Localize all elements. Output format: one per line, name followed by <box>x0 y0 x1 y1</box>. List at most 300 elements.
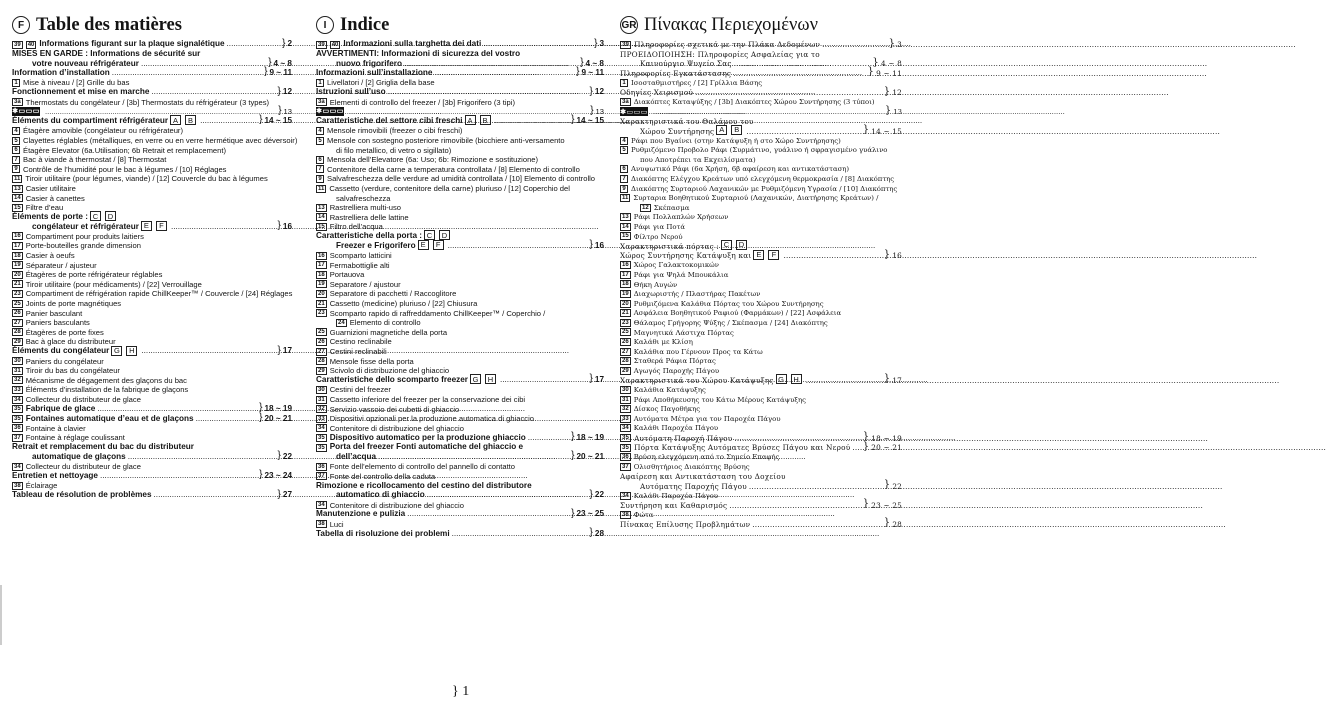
brace-mark: } <box>259 402 263 414</box>
page-ref: 2 <box>287 39 292 49</box>
toc-entry[interactable] <box>12 231 292 241</box>
entry-text: Collecteur du distributeur de glace <box>25 462 141 472</box>
item-number-box: 4 <box>316 127 324 135</box>
toc-entry[interactable] <box>12 442 292 452</box>
entry-text: Cestino reclinabile <box>329 337 392 347</box>
toc-entry[interactable] <box>12 250 292 260</box>
toc-entry[interactable] <box>316 519 604 529</box>
entry-text: Filtre d’eau <box>25 203 64 213</box>
toc-entry[interactable] <box>12 164 292 174</box>
dot-leader <box>733 70 865 77</box>
brace-mark: } <box>862 440 870 452</box>
item-number-box: 14 <box>622 223 629 230</box>
brace-mark: } <box>589 85 593 97</box>
entry-text: Αφαίρεση και Αντικατάσταση του Δοχείου <box>620 472 786 482</box>
toc-entry[interactable] <box>620 519 902 529</box>
dot-leader <box>783 252 881 259</box>
item-number-box: 6 <box>620 165 628 173</box>
entry-text: Rastrelliera delle lattine <box>329 212 409 222</box>
toc-entry[interactable] <box>620 154 902 164</box>
toc-entry[interactable] <box>316 260 604 270</box>
toc-entry[interactable] <box>12 375 292 385</box>
dot-leader <box>483 40 592 48</box>
brace-mark: } <box>268 56 272 68</box>
toc-entry[interactable] <box>316 116 604 126</box>
entry-text: Paniers basculants <box>25 318 90 328</box>
page-ref: 12 <box>892 88 902 98</box>
dot-leader <box>746 128 860 135</box>
toc-entry[interactable] <box>620 279 902 289</box>
item-number-box: 29 <box>14 339 21 345</box>
toc-entry[interactable] <box>316 471 604 481</box>
toc-entry[interactable] <box>316 164 604 174</box>
toc-entry[interactable] <box>620 49 902 59</box>
toc-entry[interactable] <box>620 452 902 462</box>
dot-leader <box>200 117 257 125</box>
toc-entry[interactable] <box>12 58 292 68</box>
toc-entry[interactable] <box>620 269 902 279</box>
item-number-box: 36 <box>14 425 21 432</box>
toc-entry[interactable] <box>316 106 604 116</box>
toc-entry[interactable] <box>620 240 902 250</box>
entry-text: Cassetto (verdure, contenitore della carne) pluriuso / [12] Coperchio del <box>329 183 570 193</box>
entry-text: Mise à niveau / [2] Grille du bas <box>23 78 130 88</box>
dot-leader <box>752 521 882 528</box>
toc-entry[interactable] <box>316 135 604 145</box>
toc-column-italian <box>316 14 604 669</box>
item-number-box: 3a <box>14 99 21 106</box>
entry-text: Δίσκος Παγοθήκης <box>633 405 701 414</box>
item-number-box: 40 <box>27 41 35 48</box>
item-number-box: 27 <box>318 348 325 355</box>
toc-entry[interactable] <box>12 125 292 135</box>
toc-entry[interactable] <box>316 39 604 49</box>
toc-entry[interactable] <box>12 145 292 155</box>
toc-entry[interactable] <box>316 97 604 107</box>
figure-letter-box: C <box>90 211 101 221</box>
toc-entry[interactable] <box>316 500 604 510</box>
toc-entry[interactable] <box>12 461 292 471</box>
toc-entry[interactable] <box>12 260 292 270</box>
toc-column-greek <box>620 14 902 669</box>
toc-entry[interactable] <box>12 269 292 279</box>
toc-entry[interactable] <box>620 480 902 490</box>
toc-entry[interactable] <box>316 87 604 97</box>
dot-leader <box>653 109 883 116</box>
toc-entry[interactable] <box>316 308 604 318</box>
toc-entry[interactable] <box>316 125 604 135</box>
toc-entry[interactable] <box>620 135 902 145</box>
toc-entry[interactable] <box>316 432 604 442</box>
snowflake-icon: ✱▭▭▭ <box>316 107 344 115</box>
page-ref: 12 <box>594 87 604 97</box>
toc-entry[interactable] <box>620 327 902 337</box>
page-ref: 23 ~ 25 <box>576 509 604 519</box>
entry-text: Compartiment de réfrigération rapide ChillKeeper™ / Couvercle / [24] Réglages <box>25 289 293 299</box>
toc-entry[interactable] <box>316 68 604 78</box>
toc-entry[interactable] <box>12 221 292 231</box>
toc-entry[interactable] <box>316 490 604 500</box>
toc-entry[interactable] <box>620 442 902 452</box>
item-number-box: 23 <box>622 319 629 326</box>
toc-entry[interactable] <box>316 480 604 490</box>
figure-letter-box: B <box>185 115 196 125</box>
page-ref: 22 <box>282 451 292 461</box>
brace-mark: } <box>282 37 286 49</box>
toc-entry[interactable] <box>316 58 604 68</box>
item-number-box: 26 <box>622 339 629 345</box>
toc-entry[interactable] <box>620 490 902 500</box>
toc-entry[interactable] <box>620 375 902 385</box>
item-number-box: 15 <box>622 233 629 240</box>
item-number-box: 30 <box>14 358 21 365</box>
brace-mark: } <box>259 411 263 423</box>
brace-mark: } <box>594 37 598 49</box>
toc-entry[interactable] <box>12 154 292 164</box>
brace-mark: } <box>576 66 580 78</box>
toc-entry[interactable] <box>620 346 902 356</box>
toc-entry[interactable] <box>12 193 292 203</box>
toc-entry[interactable] <box>620 471 902 481</box>
toc-entry[interactable] <box>12 317 292 327</box>
dot-leader <box>45 108 276 116</box>
brace-mark: } <box>277 219 281 231</box>
toc-entry[interactable] <box>620 423 902 433</box>
toc-entry[interactable] <box>316 279 604 289</box>
toc-entry[interactable] <box>316 49 604 59</box>
toc-title: Indice <box>340 14 390 35</box>
entry-text: Separatore / ajustour <box>329 279 401 289</box>
entry-text: Filtro dell’acqua <box>329 222 383 232</box>
entry-text: Αγωγός Παροχής Πάγου <box>633 366 720 375</box>
entry-text: Separatore di pacchetti / Raccoglitore <box>329 289 457 299</box>
toc-entry[interactable] <box>620 97 902 107</box>
toc-entry[interactable] <box>620 202 902 212</box>
brace-mark: } <box>589 373 593 385</box>
item-number-box: 32 <box>318 406 325 413</box>
toc-entry[interactable] <box>12 336 292 346</box>
item-number-box: 20 <box>622 300 629 307</box>
toc-entry[interactable] <box>620 288 902 298</box>
toc-entry[interactable] <box>620 39 902 49</box>
toc-entry[interactable] <box>316 375 604 385</box>
toc-entry[interactable] <box>620 461 902 471</box>
entry-text: Éléments de porte : <box>12 212 88 222</box>
item-number-box: 3a <box>622 99 629 106</box>
toc-entry[interactable] <box>316 356 604 366</box>
toc-entry[interactable] <box>620 106 902 116</box>
entry-text: Ισοσταθμιστήρες / [2] Γρίλλια Βάσης <box>631 79 763 88</box>
brace-mark: } <box>589 239 593 251</box>
toc-entry[interactable] <box>12 106 292 116</box>
toc-entry[interactable] <box>12 288 292 298</box>
item-number-box: 36 <box>318 463 325 470</box>
toc-entry[interactable] <box>316 452 604 462</box>
toc-entry[interactable] <box>316 221 604 231</box>
toc-entry[interactable] <box>316 173 604 183</box>
toc-entry[interactable] <box>316 461 604 471</box>
toc-entry[interactable] <box>620 394 902 404</box>
toc-entry[interactable] <box>620 509 902 519</box>
dot-leader <box>388 88 588 96</box>
toc-entry[interactable] <box>12 298 292 308</box>
dot-leader <box>404 60 578 68</box>
figure-letter-box: A <box>716 125 727 135</box>
toc-entry[interactable] <box>620 193 902 203</box>
item-number-box: 34 <box>622 492 629 499</box>
entry-text: Βρύση ελεγχόμενη από το Σημείο Επαφής <box>633 453 780 462</box>
toc-entry[interactable] <box>12 240 292 250</box>
item-number-box: 25 <box>14 300 21 307</box>
toc-entry[interactable] <box>316 145 604 155</box>
dot-leader <box>196 415 258 423</box>
brace-mark: } <box>883 478 891 490</box>
toc-entry[interactable] <box>12 173 292 183</box>
toc-entry[interactable] <box>316 365 604 375</box>
item-number-box: 17 <box>622 271 629 278</box>
page-ref: 23 ~ 24 <box>264 471 292 481</box>
toc-entry[interactable] <box>316 202 604 212</box>
toc-entry[interactable] <box>316 336 604 346</box>
toc-entry[interactable] <box>12 356 292 366</box>
toc-entry[interactable] <box>316 212 604 222</box>
toc-entry[interactable] <box>620 365 902 375</box>
page-ref: 9 ~ 11 <box>269 68 292 78</box>
entry-text: Cassetto inferiore del freezer per la conservazione dei cibi <box>329 394 526 404</box>
item-number-box: 1 <box>12 79 20 87</box>
toc-entry[interactable] <box>620 404 902 414</box>
toc-entry[interactable] <box>12 384 292 394</box>
toc-entry[interactable] <box>12 480 292 490</box>
toc-entry[interactable] <box>316 327 604 337</box>
entry-text: Αυτόματης Παροχής Πάγου <box>640 481 747 491</box>
toc-entry[interactable] <box>620 384 902 394</box>
entry-text: automatico di ghiaccio <box>336 490 425 500</box>
figure-letter-box: D <box>439 230 450 240</box>
toc-entry[interactable] <box>12 365 292 375</box>
item-number-box: 33 <box>622 415 629 422</box>
toc-entry[interactable] <box>12 97 292 107</box>
item-number-box: 18 <box>14 252 21 259</box>
figure-letter-box: H <box>791 374 802 384</box>
toc-entry[interactable] <box>620 317 902 327</box>
toc-entry[interactable] <box>620 125 902 135</box>
entry-text: Χαρακτηριστικά πόρτας : <box>620 241 720 251</box>
toc-entry[interactable] <box>316 442 604 452</box>
toc-entry[interactable] <box>620 413 902 423</box>
entry-text: Informazioni sulla targhetta dei dati <box>343 39 482 49</box>
figure-letter-box: G <box>470 374 481 384</box>
toc-entry[interactable] <box>316 413 604 423</box>
toc-title: Πίνακας Περιεχομένων <box>644 14 818 35</box>
toc-entry[interactable] <box>620 87 902 97</box>
item-number-box: 34 <box>318 425 325 432</box>
item-number-box: 26 <box>318 339 325 345</box>
figure-letter-box: A <box>170 115 181 125</box>
toc-entry[interactable] <box>12 327 292 337</box>
entry-text: ΠΡΟΕΙΔΟΠΟΙΗΣΗ: Πληροφορίες Ασφαλείας για το <box>620 49 820 59</box>
entry-text: Étagères de porte fixes <box>25 327 104 337</box>
toc-entry[interactable] <box>316 288 604 298</box>
toc-entry[interactable] <box>12 39 292 49</box>
toc-entry[interactable] <box>12 432 292 442</box>
figure-letter-box: C <box>721 240 732 250</box>
toc-entry[interactable] <box>620 500 902 510</box>
entry-text: Fonctionnement et mise en marche <box>12 87 150 97</box>
entry-text: Étagères de porte réfrigérateur réglables <box>25 270 163 280</box>
item-number-box: 35 <box>318 444 325 451</box>
toc-entry[interactable] <box>12 413 292 423</box>
toc-entry[interactable] <box>620 173 902 183</box>
toc-column-french <box>12 14 298 669</box>
toc-entry[interactable] <box>316 423 604 433</box>
page-ref: 27 <box>282 490 292 500</box>
toc-entry[interactable] <box>12 49 292 59</box>
entry-text: Καλάθι Παροχέα Πάγου <box>633 491 719 500</box>
item-number-box: 38 <box>622 511 629 518</box>
entry-text: Χώρος Γαλακτοκομικών <box>633 261 719 270</box>
toc-entry[interactable] <box>620 183 902 193</box>
toc-entry[interactable] <box>12 308 292 318</box>
entry-text: Compartiment pour produits laitiers <box>25 231 144 241</box>
dot-leader <box>448 242 588 250</box>
toc-entry[interactable] <box>12 404 292 414</box>
entry-text: Χώρου Συντήρησης <box>640 126 715 136</box>
entry-text: Ράφι που Βγαίνει (στην Κατάψυξη ή στο Χώρο Συντήρησης) <box>631 136 841 145</box>
entry-text: Cestini reclinabili <box>329 347 387 356</box>
item-number-box: 33 <box>14 386 21 393</box>
toc-entry[interactable] <box>620 260 902 270</box>
toc-entry[interactable] <box>620 356 902 366</box>
entry-text: Servizio vassoio dei cubetti di ghiaccio <box>329 404 460 414</box>
toc-entry[interactable] <box>12 77 292 87</box>
toc-entry[interactable] <box>12 423 292 433</box>
item-number-box: 9 <box>12 165 20 173</box>
figure-letter-box: H <box>126 346 137 356</box>
toc-entry[interactable] <box>316 77 604 87</box>
toc-entry[interactable] <box>12 212 292 222</box>
page-ref: 14 ~ 15 <box>576 116 604 126</box>
toc-entry[interactable] <box>316 404 604 414</box>
entry-text: Portauova <box>329 270 365 280</box>
entry-text: Étagère amovible (congélateur ou réfrigérateur) <box>23 126 183 136</box>
page-ref: 23 ~ 25 <box>871 500 902 510</box>
item-number-box: 21 <box>14 281 21 288</box>
toc-entry[interactable] <box>316 317 604 327</box>
toc-entry[interactable] <box>12 471 292 481</box>
dot-leader <box>112 69 262 77</box>
toc-entry[interactable] <box>12 490 292 500</box>
toc-entry[interactable] <box>12 452 292 462</box>
toc-entry[interactable] <box>620 116 902 126</box>
toc-entry[interactable] <box>316 269 604 279</box>
dot-leader <box>407 510 569 518</box>
entry-text: Fonte del controllo della caduta <box>329 471 436 481</box>
toc-entry[interactable] <box>620 212 902 222</box>
dot-leader <box>822 41 886 48</box>
toc-entry[interactable] <box>620 58 902 68</box>
toc-entry[interactable] <box>620 68 902 78</box>
page-ref: 28 <box>594 528 604 538</box>
toc-entry[interactable] <box>12 202 292 212</box>
toc-entry[interactable] <box>620 298 902 308</box>
toc-entry[interactable] <box>316 384 604 394</box>
toc-entry[interactable] <box>316 154 604 164</box>
toc-entry[interactable] <box>316 250 604 260</box>
toc-entry[interactable] <box>620 231 902 241</box>
toc-entry[interactable] <box>620 336 902 346</box>
entry-text: salvafreschezza <box>336 193 391 203</box>
entry-text: Ράφι Αποθήκευσης του Κάτω Μέρους Κατάψυξης <box>633 395 807 404</box>
toc-entry[interactable] <box>316 183 604 193</box>
entry-text: Entretien et nettoyage <box>12 471 98 481</box>
entry-text: Bac à viande à thermostat / [8] Thermostat <box>23 155 167 165</box>
item-number-box: 37 <box>318 473 325 480</box>
page-ref: 20 ~ 21 <box>264 413 292 423</box>
entry-text: Ράφι Πολλαπλών Χρήσεων <box>633 213 729 222</box>
entry-text: Étagère Elevator (6a.Utilisation; 6b Retrait et remplacement) <box>23 145 227 155</box>
toc-entry[interactable] <box>12 135 298 145</box>
toc-entry[interactable] <box>12 346 292 356</box>
page-ref: 13 <box>893 107 902 116</box>
item-number-box: 38 <box>14 482 21 489</box>
brace-mark: } <box>580 56 584 68</box>
figure-letter-box: B <box>480 115 491 125</box>
toc-entry[interactable] <box>316 231 604 241</box>
entry-text: Σκέπασμα <box>653 203 690 212</box>
entry-text: Πίνακας Επίλυσης Προβλημάτων <box>620 519 751 529</box>
toc-entry[interactable] <box>316 240 604 250</box>
toc-entry[interactable] <box>316 394 604 404</box>
toc-entry[interactable] <box>12 116 292 126</box>
toc-entry[interactable] <box>620 250 902 260</box>
toc-entry[interactable] <box>12 68 292 78</box>
toc-entry[interactable] <box>316 528 604 538</box>
item-number-box: 5 <box>12 137 20 145</box>
toc-entry[interactable] <box>620 432 902 442</box>
item-number-box: 24 <box>338 319 345 326</box>
entry-text: Informations figurant sur la plaque signalétique <box>39 39 225 49</box>
brace-mark: } <box>571 450 575 462</box>
item-number-box: 31 <box>14 367 21 374</box>
entry-text: Πόρτα Κατάψυξης Αυτόματες Βρύσες Πάγου και Νερού <box>634 443 851 453</box>
entry-text: Καλάθι Παροχέα Πάγου <box>633 424 719 433</box>
toc-entry[interactable] <box>620 145 902 155</box>
toc-entry[interactable] <box>620 164 902 174</box>
brace-mark: } <box>883 373 891 385</box>
toc-entry[interactable] <box>316 346 604 356</box>
toc-entry[interactable] <box>620 308 902 318</box>
toc-entry[interactable] <box>620 221 902 231</box>
toc-entry[interactable] <box>12 87 292 97</box>
toc-entry[interactable] <box>620 77 902 87</box>
toc-entry[interactable] <box>316 509 604 519</box>
toc-entry[interactable] <box>316 298 604 308</box>
page-ref: 13 <box>283 107 292 117</box>
toc-title: Table des matières <box>36 14 182 35</box>
toc-entry[interactable] <box>12 394 292 404</box>
item-number-box: 27 <box>14 319 21 326</box>
toc-entry[interactable] <box>12 183 292 193</box>
item-number-box: 15 <box>318 223 325 230</box>
entry-text: Éléments d’installation de la fabrique de glaçons <box>25 385 189 395</box>
brace-mark: } <box>862 498 870 510</box>
item-number-box: 4 <box>620 137 628 145</box>
toc-entry[interactable] <box>316 193 604 203</box>
toc-entry[interactable] <box>12 279 292 289</box>
dot-leader <box>806 377 882 384</box>
brace-mark: } <box>862 430 870 442</box>
